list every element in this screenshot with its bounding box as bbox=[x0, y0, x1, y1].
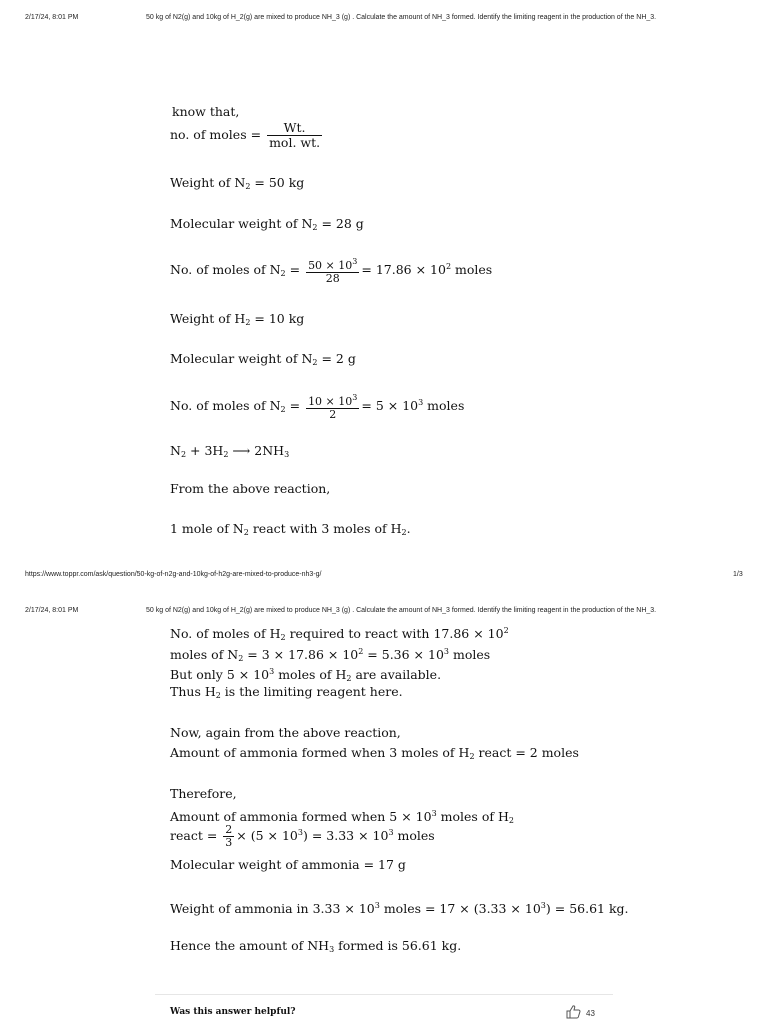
subscript: 2 bbox=[469, 752, 475, 761]
weight-n2-line bbox=[170, 175, 304, 194]
moles-formula-numerator: Wt. bbox=[267, 121, 322, 136]
header-date: 2/17/24, 8:01 PM bbox=[25, 14, 79, 21]
subscript: 2 bbox=[280, 633, 286, 642]
subscript: 3 bbox=[284, 450, 290, 459]
fraction-numerator: 2 bbox=[225, 823, 233, 836]
p2-line-2 bbox=[170, 644, 490, 666]
subscript: 2 bbox=[245, 182, 251, 191]
superscript: 3 bbox=[540, 901, 546, 910]
text: ) = 3.33 × 10 bbox=[302, 828, 389, 843]
one-mole-c: . bbox=[406, 521, 411, 536]
mw-n2-value: = 28 g bbox=[317, 216, 364, 231]
moles-h2-num-text: 10 × 10 bbox=[308, 395, 353, 408]
superscript: 2 bbox=[445, 262, 452, 271]
weight-h2-line bbox=[170, 311, 304, 330]
header-title: 50 kg of N2(g) and 10kg of H_2(g) are mixed to produce NH_3 (g) . Calculate the amount of NH_3 formed. Identify the limiting reagent in the production of the NH_3. bbox=[146, 14, 657, 21]
moles-n2-unit: moles bbox=[451, 262, 493, 277]
subscript: 2 bbox=[508, 816, 514, 825]
subscript: 2 bbox=[280, 405, 286, 414]
text: × (5 × 10 bbox=[236, 828, 298, 843]
p2-line-5: Now, again from the above reaction, bbox=[170, 725, 401, 740]
subscript: 2 bbox=[401, 528, 407, 537]
text: formed is 56.61 kg. bbox=[334, 938, 462, 953]
superscript: 3 bbox=[443, 647, 450, 656]
superscript: 3 bbox=[352, 393, 358, 402]
mw-h2-label: Molecular weight of N bbox=[170, 351, 313, 366]
one-mole-b: react with 3 moles of H bbox=[248, 521, 402, 536]
text: moles = 17 × (3.33 × 10 bbox=[379, 901, 541, 916]
p2-line-4 bbox=[170, 684, 403, 703]
helpful-question: Was this answer helpful? bbox=[170, 1007, 296, 1017]
p2-line-1 bbox=[170, 623, 509, 645]
p2-line-7: Therefore, bbox=[170, 786, 237, 801]
footer-url[interactable]: https://www.toppr.com/ask/question/50-kg-of-n2g-and-10kg-of-h2g-are-mixed-to-produce-nh3-g/ bbox=[25, 571, 322, 578]
subscript: 2 bbox=[312, 358, 318, 367]
moles-formula-fraction bbox=[267, 121, 322, 150]
text: moles of N bbox=[170, 647, 239, 662]
weight-h2-value: = 10 kg bbox=[250, 311, 305, 326]
text: moles bbox=[449, 647, 491, 662]
text: is the limiting reagent here. bbox=[220, 684, 403, 699]
moles-h2-result: = 5 × 10 bbox=[361, 398, 419, 413]
text: Amount of ammonia formed when 5 × 10 bbox=[170, 809, 432, 824]
text: ) = 56.61 kg. bbox=[545, 901, 629, 916]
moles-h2-fraction bbox=[306, 392, 359, 421]
subscript: 2 bbox=[180, 450, 187, 459]
two-thirds-fraction bbox=[223, 824, 234, 849]
text: Weight of ammonia in 3.33 × 10 bbox=[170, 901, 375, 916]
text: Thus H bbox=[170, 684, 216, 699]
superscript: 3 bbox=[352, 257, 358, 266]
one-mole-line bbox=[170, 521, 411, 540]
superscript: 3 bbox=[269, 667, 275, 676]
reaction-n2: N bbox=[170, 443, 181, 458]
text: react = bbox=[170, 828, 218, 843]
like-count: 43 bbox=[586, 1008, 595, 1018]
moles-n2-line: No. of moles of $N_2$ = $\frac{50 \times 10^3}{28}$ = $17.86 \times 10^2$ moles bbox=[170, 257, 493, 285]
text: No. of moles of H bbox=[170, 626, 281, 641]
subscript: 2 bbox=[245, 318, 251, 327]
p2-line-11 bbox=[170, 898, 629, 916]
moles-h2-numerator bbox=[306, 392, 359, 409]
reaction-h2: + 3H bbox=[186, 443, 224, 458]
p2-line-12 bbox=[170, 938, 461, 957]
moles-formula-label: no. of moles = bbox=[170, 127, 262, 142]
moles-n2-fraction bbox=[306, 256, 359, 285]
superscript: 3 bbox=[418, 398, 424, 407]
superscript: 3 bbox=[297, 828, 303, 837]
subscript: 2 bbox=[280, 269, 286, 278]
subscript: 2 bbox=[238, 654, 244, 663]
text: But only 5 × 10 bbox=[170, 667, 270, 682]
weight-h2-label: Weight of H bbox=[170, 311, 246, 326]
weight-n2-label: Weight of N bbox=[170, 175, 246, 190]
subscript: 2 bbox=[312, 223, 318, 232]
moles-h2-denominator: 2 bbox=[329, 408, 337, 421]
text: Amount of ammonia formed when 3 moles of H bbox=[170, 745, 470, 760]
footer-page-number: 1/3 bbox=[733, 571, 743, 578]
moles-h2-line: No. of moles of $N_2$ = $\frac{10 \times 10^3}{2}$ = $5 \times 10^3$ moles bbox=[170, 393, 465, 421]
text: are available. bbox=[351, 667, 442, 682]
thumbs-up-icon[interactable] bbox=[566, 1005, 581, 1021]
like-button[interactable] bbox=[566, 1005, 595, 1021]
text: Hence the amount of NH bbox=[170, 938, 330, 953]
subscript: 2 bbox=[243, 528, 249, 537]
moles-n2-num-text: 50 × 10 bbox=[308, 259, 353, 272]
reaction-product: ⟶ 2NH bbox=[228, 443, 285, 458]
p2-line-10: Molecular weight of ammonia = 17 g bbox=[170, 857, 406, 872]
moles-formula bbox=[170, 121, 324, 150]
subscript: 2 bbox=[223, 450, 229, 459]
reaction-equation bbox=[170, 443, 289, 462]
moles-h2-label: No. of moles of N bbox=[170, 398, 281, 413]
text: = 3 × 17.86 × 10 bbox=[243, 647, 359, 662]
subscript: 2 bbox=[346, 674, 352, 683]
text: moles of H bbox=[436, 809, 509, 824]
text: moles of H bbox=[274, 667, 347, 682]
superscript: 3 bbox=[374, 901, 380, 910]
text: required to react with 17.86 × 10 bbox=[285, 626, 504, 641]
mw-h2-line bbox=[170, 351, 356, 370]
header-title: 50 kg of N2(g) and 10kg of H_2(g) are mixed to produce NH_3 (g) . Calculate the amount of NH_3 formed. Identify the limiting reagent in the production of the NH_3. bbox=[146, 607, 657, 614]
superscript: 2 bbox=[358, 647, 364, 656]
one-mole-a: 1 mole of N bbox=[170, 521, 244, 536]
subscript: 3 bbox=[329, 945, 335, 954]
mw-n2-label: Molecular weight of N bbox=[170, 216, 313, 231]
mw-n2-line bbox=[170, 216, 364, 235]
moles-n2-label: No. of moles of N bbox=[170, 262, 281, 277]
header-date: 2/17/24, 8:01 PM bbox=[25, 607, 79, 614]
moles-h2-unit: moles bbox=[423, 398, 465, 413]
p2-line-6 bbox=[170, 745, 579, 764]
subscript: 2 bbox=[215, 691, 221, 700]
text: moles bbox=[393, 828, 435, 843]
p2-line-3 bbox=[170, 664, 441, 686]
know-that-text: know that, bbox=[172, 104, 240, 119]
fraction-denominator: 3 bbox=[225, 836, 233, 849]
text: = 5.36 × 10 bbox=[363, 647, 444, 662]
moles-n2-denominator: 28 bbox=[325, 272, 340, 285]
superscript: 3 bbox=[431, 809, 437, 818]
superscript: 3 bbox=[388, 828, 394, 837]
text: react = 2 moles bbox=[474, 745, 579, 760]
moles-n2-numerator bbox=[306, 256, 359, 273]
superscript: 2 bbox=[503, 626, 509, 635]
p2-line-9 bbox=[170, 824, 435, 849]
divider bbox=[155, 994, 613, 995]
moles-n2-result: = 17.86 × 10 bbox=[361, 262, 446, 277]
mw-h2-value: = 2 g bbox=[317, 351, 356, 366]
moles-formula-denominator: mol. wt. bbox=[269, 135, 321, 150]
from-reaction-text: From the above reaction, bbox=[170, 481, 331, 496]
weight-n2-value: = 50 kg bbox=[250, 175, 305, 190]
